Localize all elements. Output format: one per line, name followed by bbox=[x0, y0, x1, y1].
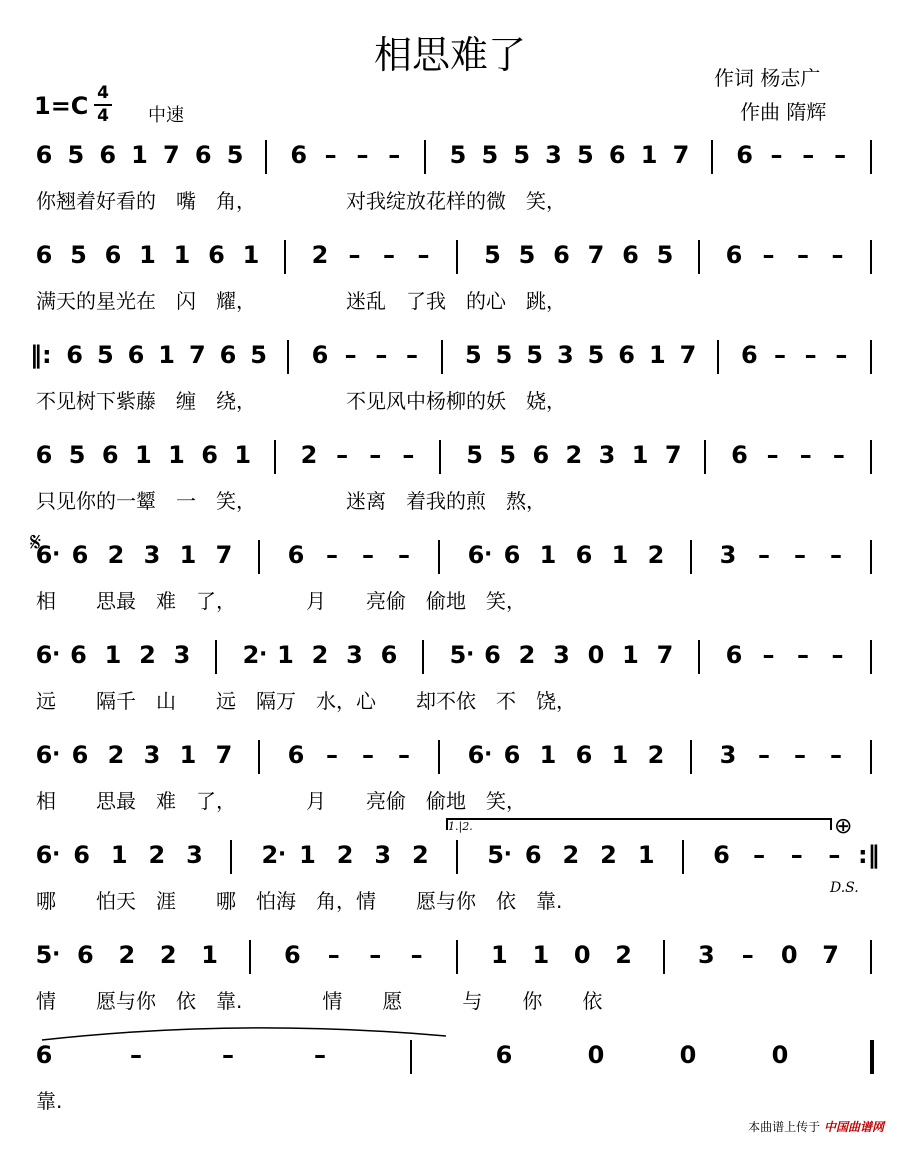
note: 5 bbox=[67, 141, 85, 169]
dash: – bbox=[831, 241, 844, 269]
bar-line bbox=[215, 640, 217, 674]
dash: – bbox=[417, 241, 430, 269]
note: 5 bbox=[68, 441, 86, 469]
dash: – bbox=[369, 941, 382, 969]
note: 6 bbox=[287, 741, 305, 769]
note: 2 bbox=[159, 941, 177, 969]
dash: – bbox=[794, 541, 806, 569]
note: 1 bbox=[179, 541, 197, 569]
dash: – bbox=[344, 341, 357, 369]
note: 2 bbox=[107, 741, 125, 769]
note: 2 bbox=[118, 941, 136, 969]
note: 3 bbox=[698, 941, 715, 969]
score-row bbox=[0, 740, 900, 850]
dash: – bbox=[790, 841, 803, 869]
note: 2 bbox=[565, 441, 583, 469]
bar-line bbox=[690, 740, 692, 774]
note: 3 bbox=[553, 641, 570, 669]
note: 7 bbox=[215, 541, 233, 569]
dash: – bbox=[834, 141, 847, 169]
dash: – bbox=[383, 241, 395, 269]
note: 5 · bbox=[35, 941, 61, 969]
lyrics-line: 远 隔千 山 远 隔万 水，心 却不依 不 饶， bbox=[36, 689, 576, 713]
note: 6 bbox=[553, 241, 570, 269]
dash: – bbox=[326, 741, 338, 769]
dash: – bbox=[774, 341, 786, 369]
note: 6 · bbox=[35, 541, 61, 569]
bar-line bbox=[870, 640, 872, 674]
bar-line bbox=[870, 940, 872, 974]
note: 5 bbox=[250, 341, 267, 369]
bar-line bbox=[230, 840, 232, 874]
footer-text: 本曲谱上传于 bbox=[748, 1120, 821, 1134]
note: 5 bbox=[226, 141, 244, 169]
dash: – bbox=[830, 541, 842, 569]
note: 6 bbox=[532, 441, 550, 469]
note: 1 bbox=[622, 641, 639, 669]
dash: – bbox=[324, 141, 337, 169]
note: 6 bbox=[575, 741, 593, 769]
dash: – bbox=[222, 1041, 234, 1069]
bar-line bbox=[870, 140, 872, 174]
note: 6 bbox=[70, 641, 87, 669]
note: 2 bbox=[518, 641, 536, 669]
bar-line bbox=[456, 940, 458, 974]
time-signature-bottom: 4 bbox=[97, 106, 109, 126]
note: 7 bbox=[822, 941, 839, 969]
bar-line bbox=[441, 340, 443, 374]
note: 6 bbox=[73, 841, 90, 869]
bar-line bbox=[870, 540, 872, 574]
bar-line bbox=[424, 140, 426, 174]
note: 6 bbox=[495, 1041, 513, 1069]
note: 2 · bbox=[242, 641, 268, 669]
dash: – bbox=[753, 841, 766, 869]
note: 2 bbox=[600, 841, 617, 869]
note: 6 bbox=[127, 341, 145, 369]
lyrics-line: 满天的星光在 闪 耀， 迷乱 了我 的心 跳， bbox=[36, 289, 566, 313]
bar-line bbox=[274, 440, 276, 474]
note: 1 bbox=[277, 641, 294, 669]
note: 6 bbox=[71, 741, 89, 769]
note: 3 bbox=[346, 641, 363, 669]
note: 1 bbox=[611, 541, 629, 569]
bar-line bbox=[870, 1040, 874, 1074]
note: 6 bbox=[287, 541, 305, 569]
note: 2 bbox=[647, 741, 665, 769]
note: 1 bbox=[539, 541, 557, 569]
note: 6 bbox=[35, 1041, 53, 1069]
note: 5 bbox=[484, 241, 501, 269]
bar-line bbox=[456, 240, 458, 274]
note: 7 bbox=[672, 141, 690, 169]
bar-line bbox=[870, 340, 872, 374]
dash: – bbox=[398, 541, 410, 569]
volta-bracket: 1.|2. bbox=[446, 818, 832, 830]
note: 3 bbox=[186, 841, 203, 869]
bar-line bbox=[704, 440, 706, 474]
note: 3 bbox=[173, 641, 191, 669]
note: 2 bbox=[139, 641, 156, 669]
lyrics-line: 不见树下紫藤 缠 绕， 不见风中杨柳的妖 娆， bbox=[36, 389, 566, 413]
note: 6 bbox=[208, 241, 225, 269]
page-title: 相思难了 bbox=[373, 33, 526, 77]
bar-line bbox=[711, 140, 713, 174]
note: 1 bbox=[139, 241, 156, 269]
dash: – bbox=[797, 641, 809, 669]
note: 5 bbox=[495, 341, 513, 369]
note: 1 bbox=[491, 941, 508, 969]
note: 6 bbox=[503, 741, 521, 769]
note: 6 bbox=[622, 241, 639, 269]
bar-line bbox=[870, 240, 872, 274]
note: 3 bbox=[143, 741, 161, 769]
score-row bbox=[0, 140, 900, 250]
bar-line bbox=[258, 740, 260, 774]
bar-line bbox=[438, 740, 440, 774]
bar-line bbox=[682, 840, 684, 874]
bar-line bbox=[438, 540, 440, 574]
dash: – bbox=[356, 141, 369, 169]
bar-line bbox=[870, 740, 872, 774]
score-row bbox=[0, 640, 900, 750]
score-row bbox=[0, 340, 900, 450]
note: 0 bbox=[587, 641, 605, 669]
note: 1 bbox=[234, 441, 252, 469]
note: 6 bbox=[290, 141, 308, 169]
note: 6 bbox=[311, 341, 329, 369]
note: 6 bbox=[35, 241, 53, 269]
time-signature-top: 4 bbox=[97, 83, 109, 103]
bar-line bbox=[456, 840, 458, 874]
lyrics-line: 靠. bbox=[36, 1089, 63, 1113]
dash: – bbox=[835, 341, 848, 369]
dash: – bbox=[830, 741, 842, 769]
note: 1 bbox=[640, 141, 658, 169]
note: 1 bbox=[158, 341, 175, 369]
dash: – bbox=[402, 441, 415, 469]
score-row bbox=[0, 940, 900, 1050]
key-signature: 1=C bbox=[34, 92, 89, 120]
note: 5 · bbox=[487, 841, 512, 869]
note: 6 bbox=[101, 441, 119, 469]
lyrics-line: 情 愿与你 依 靠. 情 愿 与 你 依 bbox=[36, 989, 603, 1013]
note: 6 bbox=[219, 341, 237, 369]
lyricist-credit: 作词 杨志广 bbox=[714, 66, 821, 90]
note: 6 bbox=[618, 341, 635, 369]
tempo-marking: 中速 bbox=[148, 105, 184, 126]
dash: – bbox=[410, 941, 423, 969]
bar-line bbox=[690, 540, 692, 574]
note: 6 bbox=[484, 641, 501, 669]
bar-line bbox=[284, 240, 286, 274]
note: 3 bbox=[719, 541, 737, 569]
note: 6 bbox=[35, 441, 53, 469]
lyrics-line: 只见你的一颦 一 笑， 迷离 着我的煎 熬， bbox=[36, 489, 546, 513]
note: 6 bbox=[99, 141, 117, 169]
note: 5 bbox=[464, 341, 482, 369]
dash: – bbox=[802, 141, 815, 169]
note: 7 bbox=[587, 241, 605, 269]
note: 6 bbox=[201, 441, 218, 469]
dash: – bbox=[799, 441, 812, 469]
repeat-sign: :‖ bbox=[858, 841, 880, 869]
ds-marking: D.S. bbox=[830, 880, 859, 896]
bar-line bbox=[439, 440, 441, 474]
note: 6 bbox=[725, 241, 743, 269]
score-row bbox=[0, 540, 900, 650]
note: 6 bbox=[524, 841, 542, 869]
note: 5 bbox=[518, 241, 536, 269]
bar-line bbox=[249, 940, 251, 974]
note: 6 bbox=[35, 141, 53, 169]
note: 6 bbox=[575, 541, 593, 569]
note: 0 bbox=[679, 1041, 697, 1069]
note: 6 bbox=[284, 941, 301, 969]
dash: – bbox=[831, 641, 844, 669]
note: 7 bbox=[188, 341, 206, 369]
note: 2 bbox=[300, 441, 318, 469]
dash: – bbox=[388, 141, 401, 169]
note: 7 bbox=[664, 441, 682, 469]
note: 1 bbox=[179, 741, 197, 769]
note: 0 bbox=[771, 1041, 789, 1069]
note: 1 bbox=[539, 741, 557, 769]
note: 0 bbox=[587, 1041, 605, 1069]
note: 7 bbox=[215, 741, 233, 769]
note: 6 bbox=[731, 441, 748, 469]
note: 6 · bbox=[35, 741, 61, 769]
coda-symbol: ⊕ bbox=[834, 814, 853, 839]
note: 6 bbox=[608, 141, 626, 169]
note: 5 bbox=[513, 141, 531, 169]
bar-line bbox=[422, 640, 424, 674]
dash: – bbox=[832, 441, 845, 469]
note: 5 bbox=[481, 141, 499, 169]
note: 7 bbox=[656, 641, 674, 669]
note: 6 bbox=[503, 541, 521, 569]
dash: – bbox=[762, 641, 775, 669]
score-row bbox=[0, 440, 900, 550]
note: 1 bbox=[173, 241, 191, 269]
note: 6 · bbox=[467, 541, 493, 569]
note: 6 bbox=[77, 941, 94, 969]
bar-line bbox=[258, 540, 260, 574]
score-row bbox=[0, 240, 900, 350]
note: 3 bbox=[598, 441, 616, 469]
dash: – bbox=[770, 141, 783, 169]
dash: – bbox=[828, 841, 841, 869]
note: 6 bbox=[740, 341, 758, 369]
dash: – bbox=[804, 341, 817, 369]
dash: – bbox=[406, 341, 418, 369]
note: 3 bbox=[556, 341, 574, 369]
time-signature bbox=[94, 84, 112, 126]
note: 5 bbox=[70, 241, 87, 269]
bar-line bbox=[870, 440, 872, 474]
note: 2 bbox=[311, 241, 329, 269]
dash: – bbox=[766, 441, 779, 469]
note: 2 bbox=[615, 941, 632, 969]
footer-brand: 中国曲谱网 bbox=[823, 1120, 884, 1134]
dash: – bbox=[398, 741, 410, 769]
note: 5 bbox=[466, 441, 483, 469]
dash: – bbox=[758, 741, 770, 769]
note: 1 bbox=[532, 941, 550, 969]
note: 6 bbox=[194, 141, 212, 169]
note: 1 bbox=[637, 841, 655, 869]
note: 5 bbox=[526, 341, 543, 369]
note: 2 · bbox=[261, 841, 287, 869]
note: 5 bbox=[587, 341, 605, 369]
bar-line bbox=[698, 240, 700, 274]
dash: – bbox=[369, 441, 382, 469]
note: 1 bbox=[131, 141, 148, 169]
note: 6 bbox=[380, 641, 398, 669]
bar-line bbox=[698, 640, 700, 674]
note: 1 bbox=[135, 441, 152, 469]
note: 3 bbox=[719, 741, 737, 769]
dash: – bbox=[362, 541, 374, 569]
bar-line bbox=[410, 1040, 412, 1074]
note: 2 bbox=[148, 841, 166, 869]
note: 6 bbox=[104, 241, 122, 269]
note: 3 bbox=[545, 141, 562, 169]
dash: – bbox=[794, 741, 806, 769]
note: 6 bbox=[71, 541, 89, 569]
note: 1 bbox=[631, 441, 649, 469]
dash: – bbox=[741, 941, 754, 969]
bar-line bbox=[287, 340, 289, 374]
note: 7 bbox=[679, 341, 697, 369]
note: 1 bbox=[611, 741, 629, 769]
dash: – bbox=[362, 741, 374, 769]
note: 1 bbox=[242, 241, 260, 269]
note: 2 bbox=[107, 541, 125, 569]
note: 5 bbox=[96, 341, 114, 369]
bar-line bbox=[717, 340, 719, 374]
dash: – bbox=[314, 1041, 326, 1069]
note: 2 bbox=[412, 841, 429, 869]
lyrics-line: 相 思最 难 了， 月 亮偷 偷地 笑， bbox=[36, 789, 526, 813]
note: 6 · bbox=[467, 741, 493, 769]
note: 7 bbox=[163, 141, 180, 169]
note: 5 bbox=[656, 241, 674, 269]
lyrics-line: 哪 怕天 涯 哪 怕海 角，情 愿与你 依 靠. bbox=[36, 889, 563, 913]
bar-line bbox=[663, 940, 665, 974]
note: 5 bbox=[449, 141, 467, 169]
note: 3 bbox=[374, 841, 392, 869]
dash: – bbox=[797, 241, 809, 269]
note: 1 bbox=[648, 341, 666, 369]
dash: – bbox=[758, 541, 770, 569]
note: 0 bbox=[573, 941, 591, 969]
dash: – bbox=[348, 241, 361, 269]
dash: – bbox=[336, 441, 349, 469]
score-row bbox=[0, 840, 900, 950]
dash: – bbox=[326, 541, 338, 569]
note: 1 bbox=[201, 941, 218, 969]
repeat-sign: ‖: bbox=[30, 341, 52, 369]
note: 5 bbox=[577, 141, 594, 169]
note: 0 bbox=[780, 941, 798, 969]
lyrics-line: 相 思最 难 了， 月 亮偷 偷地 笑， bbox=[36, 589, 526, 613]
note: 5 bbox=[499, 441, 517, 469]
dash: – bbox=[762, 241, 775, 269]
note: 6 bbox=[736, 141, 753, 169]
note: 2 bbox=[562, 841, 580, 869]
composer-credit: 作曲 隋辉 bbox=[740, 100, 827, 124]
note: 2 bbox=[336, 841, 354, 869]
note: 6 bbox=[66, 341, 83, 369]
note: 1 bbox=[104, 641, 122, 669]
note: 2 bbox=[647, 541, 665, 569]
note: 6 · bbox=[35, 641, 61, 669]
note: 6 bbox=[725, 641, 743, 669]
note: 3 bbox=[143, 541, 161, 569]
note: 5 · bbox=[449, 641, 475, 669]
note: 6 bbox=[713, 841, 730, 869]
dash: – bbox=[130, 1041, 142, 1069]
dash: – bbox=[327, 941, 340, 969]
note: 6 · bbox=[35, 841, 61, 869]
lyrics-line: 你翘着好看的 嘴 角， 对我绽放花样的微 笑， bbox=[36, 189, 566, 213]
note: 1 bbox=[299, 841, 316, 869]
bar-line bbox=[265, 140, 267, 174]
dash: – bbox=[375, 341, 388, 369]
note: 1 bbox=[110, 841, 128, 869]
footer-credit bbox=[748, 1118, 884, 1135]
note: 1 bbox=[168, 441, 185, 469]
segno-symbol: 𝄋 bbox=[30, 528, 42, 558]
note: 2 bbox=[311, 641, 329, 669]
